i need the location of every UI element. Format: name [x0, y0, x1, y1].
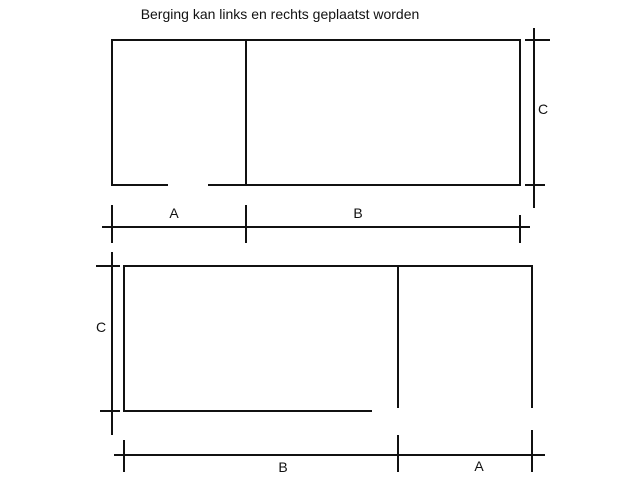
bottom-label-a: A	[474, 458, 484, 474]
top-label-b: B	[353, 205, 363, 221]
bottom-diagram	[96, 252, 545, 472]
bottom-label-b: B	[278, 459, 288, 475]
bottom-outline	[124, 266, 532, 411]
top-label-a: A	[169, 205, 179, 221]
top-label-c: C	[537, 101, 549, 117]
bottom-label-c: C	[95, 319, 107, 335]
top-outline	[112, 40, 520, 185]
diagram-title: Berging kan links en rechts geplaatst worden	[140, 6, 420, 22]
